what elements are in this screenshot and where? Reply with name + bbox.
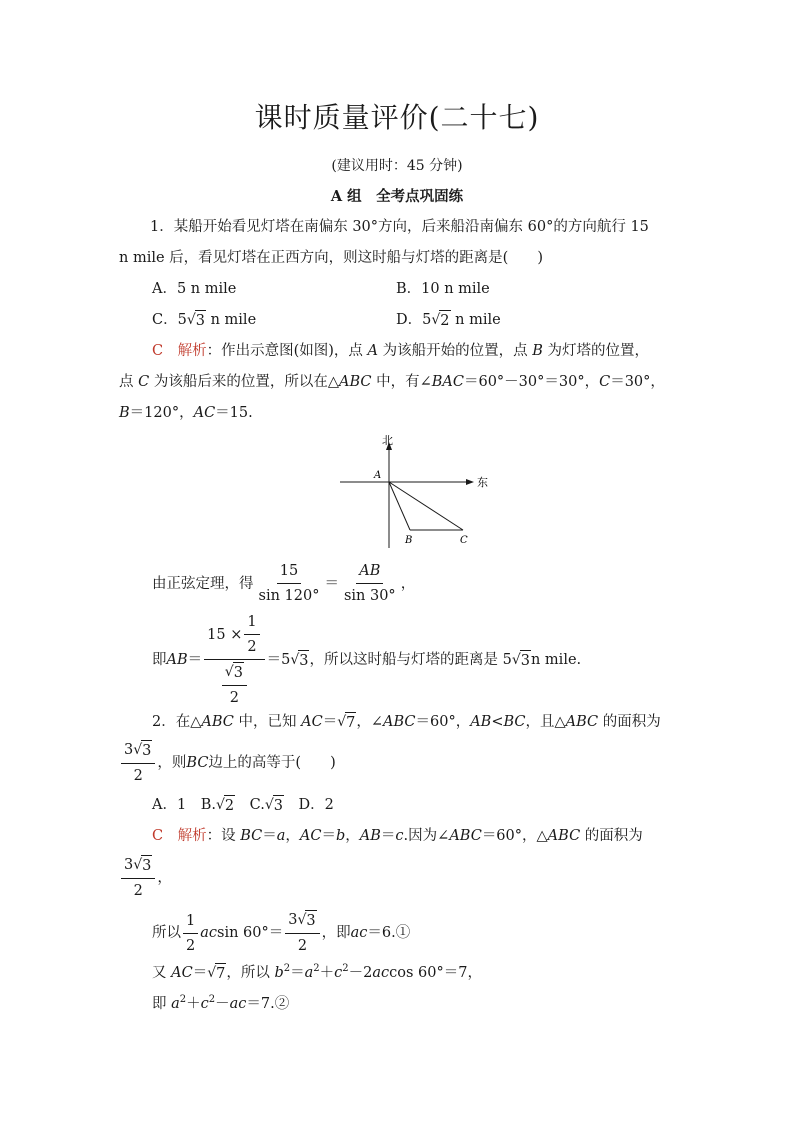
q2-solution-line5: 即 $a^2+c^2-ac=7.②$: [152, 994, 290, 1012]
suggested-time: (建议用时：45 分钟): [331, 158, 463, 174]
q2-options: A．1 B. √ 2 C. √ 3 D．2: [152, 797, 334, 814]
q2-solution-line1: C 解析：设 BC＝a，AC＝b，AB＝c.因为∠ABC＝60°，△ABC 的面积为: [152, 828, 643, 844]
ab-result-line: 即 AB ＝ 15 × $\frac{1}{2}$ √ 3 2 ＝ 5 √ 3 ，所以这时船与灯塔的距离是 5 √ 3 n mile.: [152, 614, 582, 706]
group-heading: A 组 全考点巩固练: [330, 188, 464, 205]
q1-solution-line2: 点 C 为该船后来的位置，所以在△ABC 中，有∠BAC＝60°－30°＝30°，C＝30°，: [119, 374, 665, 390]
q1-stem-line2: n mile 后，看见灯塔在正西方向，则这时船与灯塔的距离是( ): [119, 250, 543, 266]
q1-stem-line1: 1．某船开始看见灯塔在南偏东 30°方向，后来船沿南偏东 60°的方向航行 15: [150, 219, 649, 235]
q1-option-c: C．5 √ 3 n mile: [152, 312, 257, 329]
east-arrow-icon: [466, 479, 474, 485]
q1-option-b: B．10 n mile: [396, 281, 490, 297]
law-of-sines-line: 由正弦定理，得 $\frac{15}{\sin 120^\circ}$ ＝ $\frac{AB}{\sin 30^\circ}$ ，: [152, 563, 416, 604]
q1-option-d: D．5 √ 2 n mile: [396, 312, 501, 329]
ship-lighthouse-diagram: [330, 430, 500, 555]
q2-solution-line2: 3 √ 3 2 ，: [119, 855, 172, 901]
compound-fraction: 15 × $\frac{1}{2}$ √ 3 2: [204, 612, 264, 708]
q1-answer: C: [152, 343, 164, 359]
q1-solution-line3: B＝120°，AC＝15.: [119, 405, 253, 421]
fraction-15-over-sin120: $\frac{15}{\sin 120^\circ}$: [258, 563, 320, 604]
point-b-label: B: [405, 535, 413, 546]
q2-solution-line3: 所以 $\frac{1}{2}$ ac sin 60°＝ 3 √ 3 2 ，即 ac ＝6.①: [152, 912, 411, 954]
q2-stem-line2: 3 √ 3 2 ，则 BC 边上的高等于( ): [119, 740, 336, 786]
q2-solution-line4: 又 AC＝ √ 7 ，所以 $b^2=a^2+c^2-2accos$ 60°＝7，: [152, 963, 482, 982]
east-label: 东: [477, 476, 488, 489]
q1-solution-line1: C 解析：作出示意图(如图)，点 A 为该船开始的位置，点 B 为灯塔的位置，: [152, 343, 650, 359]
north-label: 北: [382, 434, 393, 447]
area-fraction: 3 √ 3 2: [121, 740, 155, 786]
fraction-ab-over-sin30: $\frac{AB}{\sin 30^\circ}$: [343, 563, 396, 604]
q1-option-a: A．5 n mile: [152, 281, 237, 297]
page-title: 课时质量评价(二十七): [254, 101, 540, 134]
q2-stem-line1: 2．在△ABC 中，已知 AC＝ √ 7 ，∠ABC＝60°，AB<BC，且△ABC 的面积为: [152, 714, 661, 731]
point-c-label: C: [460, 535, 468, 546]
point-a-label: A: [374, 470, 382, 481]
segment-ac: [389, 482, 463, 530]
q2-answer: C: [152, 828, 164, 844]
